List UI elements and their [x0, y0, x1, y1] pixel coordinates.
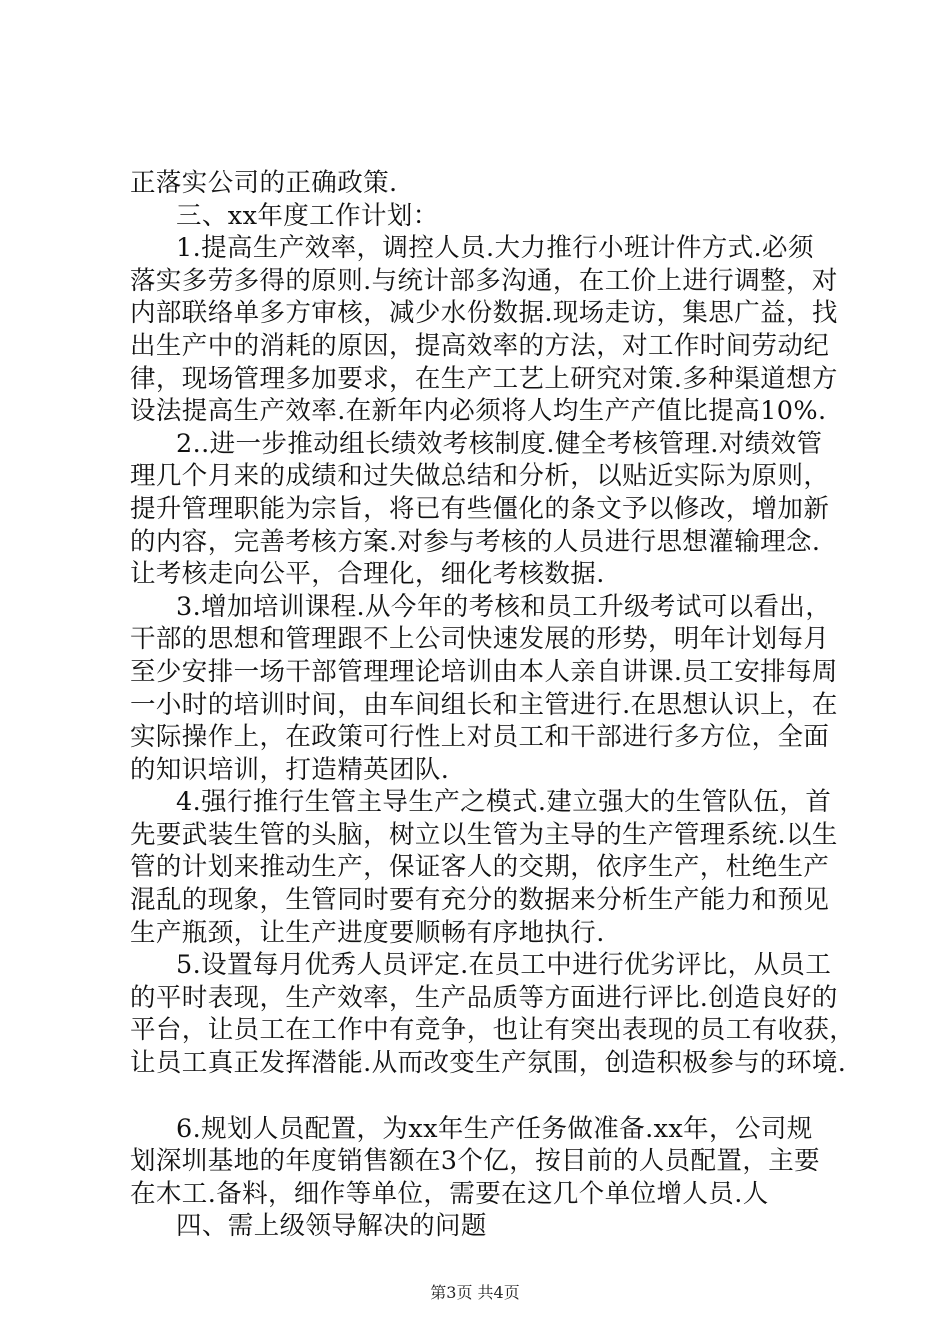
text-line: 先要武装生管的头脑，树立以生管为主导的生产管理系统.以生	[130, 819, 838, 850]
page-number: 第3页 共4页	[430, 1283, 520, 1302]
text-line: 让考核走向公平，合理化，细化考核数据.	[130, 559, 605, 590]
text-line: 设法提高生产效率.在新年内必须将人均生产产值比提高10%.	[130, 396, 827, 427]
text-line: 落实多劳多得的原则.与统计部多沟通，在工价上进行调整，对	[130, 265, 838, 296]
section-heading: 四、需上级领导解决的问题	[176, 1211, 487, 1242]
text-line: 划深圳基地的年度销售额在3个亿，按目前的人员配置，主要	[130, 1146, 821, 1177]
text-line: 一小时的培训时间，由车间组长和主管进行.在思想认识上，在	[130, 689, 838, 720]
text-line: 让员工真正发挥潜能.从而改变生产氛围，创造积极参与的环境.	[130, 1048, 847, 1079]
text-line: 4.强行推行生管主导生产之模式.建立强大的生管队伍，首	[176, 787, 832, 818]
text-line: 至少安排一场干部管理理论培训由本人亲自讲课.员工安排每周	[130, 656, 838, 687]
document-body	[130, 167, 856, 1243]
text-line: 平台，让员工在工作中有竞争，也让有突出表现的员工有收获，	[130, 1015, 856, 1046]
page-footer	[0, 1282, 950, 1304]
text-line: 提升管理职能为宗旨，将已有些僵化的条文予以修改，增加新	[130, 493, 830, 524]
text-line: 生产瓶颈，让生产进度要顺畅有序地执行.	[130, 917, 605, 948]
text-line: 理几个月来的成绩和过失做总结和分析，以贴近实际为原则，	[130, 461, 830, 492]
text-line: 管的计划来推动生产，保证客人的交期，依序生产，杜绝生产	[130, 852, 830, 883]
text-line: 实际操作上，在政策可行性上对员工和干部进行多方位，全面	[130, 722, 830, 753]
text-line: 内部联络单多方审核，减少水份数据.现场走访，集思广益，找	[130, 298, 838, 329]
text-line: 3.增加培训课程.从今年的考核和员工升级考试可以看出，	[176, 591, 832, 622]
text-line: 干部的思想和管理跟不上公司快速发展的形势，明年计划每月	[130, 624, 830, 655]
section-heading: 三、xx年度工作计划：	[176, 200, 439, 231]
text-line: 6.规划人员配置，为xx年生产任务做准备.xx年，公司规	[176, 1113, 813, 1144]
text-line: 2..进一步推动组长绩效考核制度.健全考核管理.对绩效管	[176, 428, 823, 459]
text-line: 5.设置每月优秀人员评定.在员工中进行优劣评比，从员工	[176, 950, 832, 981]
paragraph-gap	[130, 1080, 842, 1113]
text-line: 律，现场管理多加要求，在生产工艺上研究对策.多种渠道想方	[130, 363, 838, 394]
text-line: 的内容，完善考核方案.对参与考核的人员进行思想灌输理念.	[130, 526, 821, 557]
text-line: 正落实公司的正确政策.	[130, 168, 398, 198]
text-line: 1.提高生产效率，调控人员.大力推行小班计件方式.必须	[176, 233, 814, 264]
text-line: 在木工.备料，细作等单位，需要在这几个单位增人员.人	[130, 1178, 769, 1209]
text-line: 出生产中的消耗的原因，提高效率的方法，对工作时间劳动纪	[130, 330, 830, 361]
text-line: 的知识培训，打造精英团队.	[130, 754, 450, 785]
text-line: 的平时表现，生产效率，生产品质等方面进行评比.创造良好的	[130, 982, 838, 1013]
text-line: 混乱的现象，生管同时要有充分的数据来分析生产能力和预见	[130, 885, 830, 916]
